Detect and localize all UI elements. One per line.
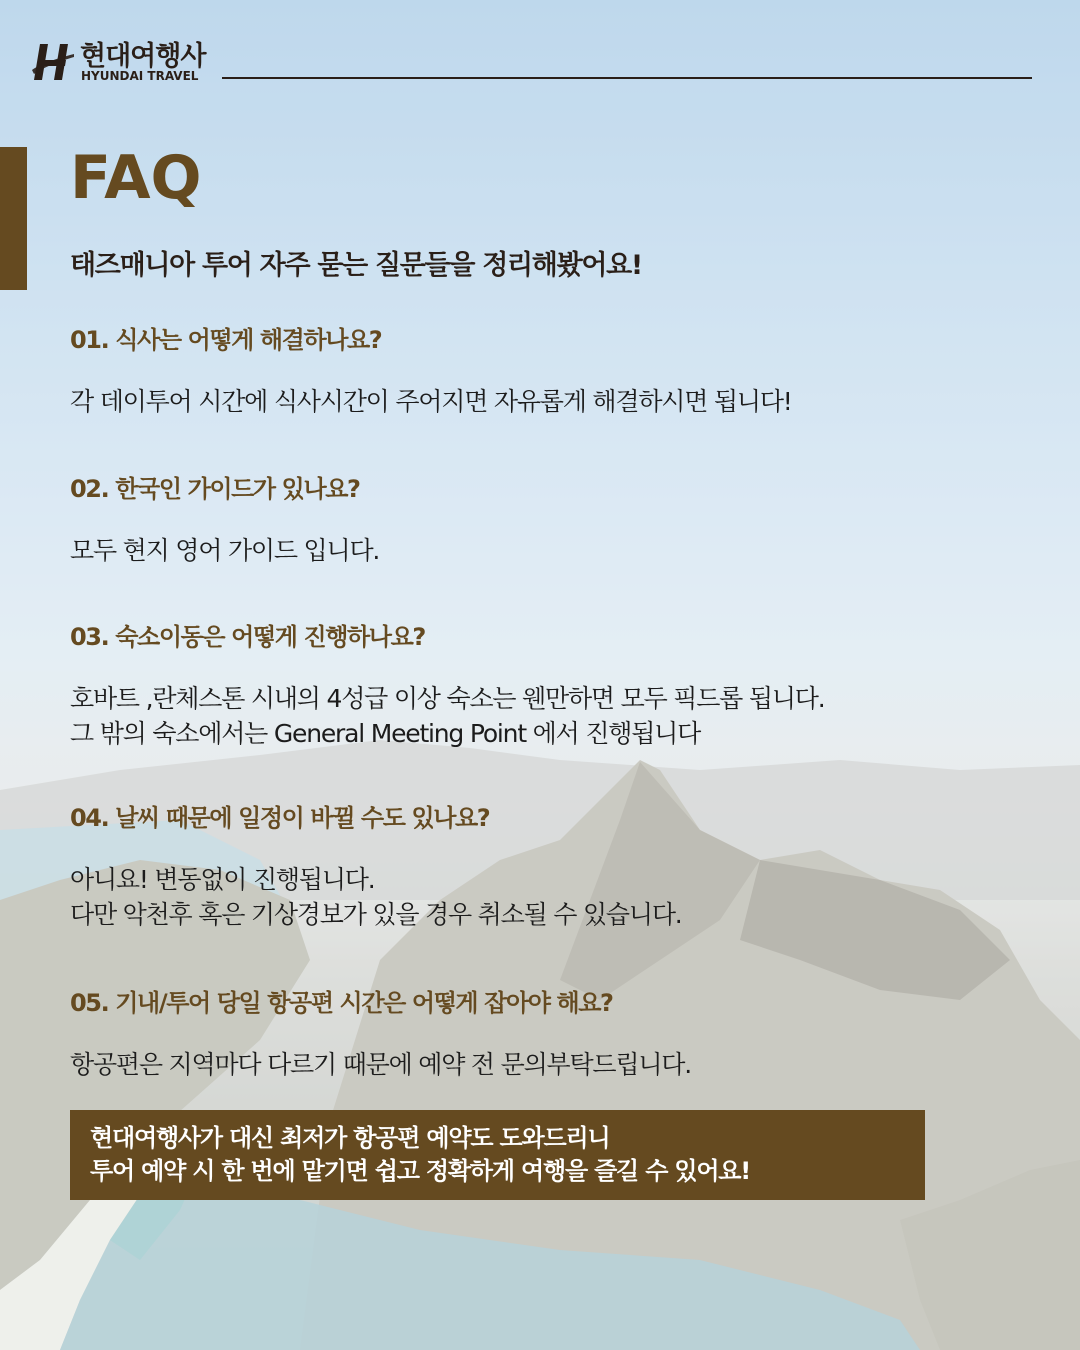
brand-name-korean: 현대여행사 bbox=[80, 41, 206, 72]
promo-banner bbox=[70, 1110, 925, 1200]
faq-answer-5 bbox=[70, 1047, 691, 1082]
faq-answer-line: 모두 현지 영어 가이드 입니다. bbox=[70, 536, 380, 565]
accent-side-bar bbox=[0, 147, 27, 290]
faq-question-1: 01. 식사는 어떻게 해결하나요? bbox=[70, 326, 382, 354]
faq-answer-4 bbox=[70, 862, 682, 932]
page-title: FAQ bbox=[70, 143, 202, 213]
brand-name-english: HYUNDAI TRAVEL bbox=[81, 69, 199, 83]
faq-answer-1 bbox=[70, 384, 792, 419]
faq-question-5: 05. 기내/투어 당일 항공편 시간은 어떻게 잡아야 해요? bbox=[70, 989, 613, 1017]
faq-question-4: 04. 날씨 때문에 일정이 바뀔 수도 있나요? bbox=[70, 804, 490, 832]
header-divider bbox=[222, 77, 1032, 79]
header bbox=[30, 40, 1032, 86]
faq-answer-3 bbox=[70, 681, 824, 751]
faq-answer-line: 다만 악천후 혹은 기상경보가 있을 경우 취소될 수 있습니다. bbox=[70, 900, 682, 929]
faq-answer-line: 항공편은 지역마다 다르기 때문에 예약 전 문의부탁드립니다. bbox=[70, 1050, 691, 1079]
faq-question-3: 03. 숙소이동은 어떻게 진행하나요? bbox=[70, 623, 425, 651]
faq-answer-line: 그 밖의 숙소에서는 General Meeting Point 에서 진행됩니다 bbox=[70, 719, 701, 748]
page-subtitle: 태즈매니아 투어 자주 묻는 질문들을 정리해봤어요! bbox=[70, 250, 642, 281]
faq-answer-line: 아니요! 변동없이 진행됩니다. bbox=[70, 865, 375, 894]
faq-answer-line: 호바트 ,란체스톤 시내의 4성급 이상 숙소는 웬만하면 모두 픽드롭 됩니다. bbox=[70, 684, 825, 713]
faq-answer-2 bbox=[70, 533, 379, 568]
promo-banner-line-2: 투어 예약 시 한 번에 맡기면 쉽고 정확하게 여행을 즐길 수 있어요! bbox=[90, 1157, 751, 1185]
promo-banner-line-1: 현대여행사가 대신 최저가 항공편 예약도 도와드리니 bbox=[90, 1124, 610, 1152]
faq-question-2: 02. 한국인 가이드가 있나요? bbox=[70, 475, 360, 503]
hyundai-travel-h-logo-icon bbox=[30, 40, 76, 84]
faq-answer-line: 각 데이투어 시간에 식사시간이 주어지면 자유롭게 해결하시면 됩니다! bbox=[70, 387, 792, 416]
